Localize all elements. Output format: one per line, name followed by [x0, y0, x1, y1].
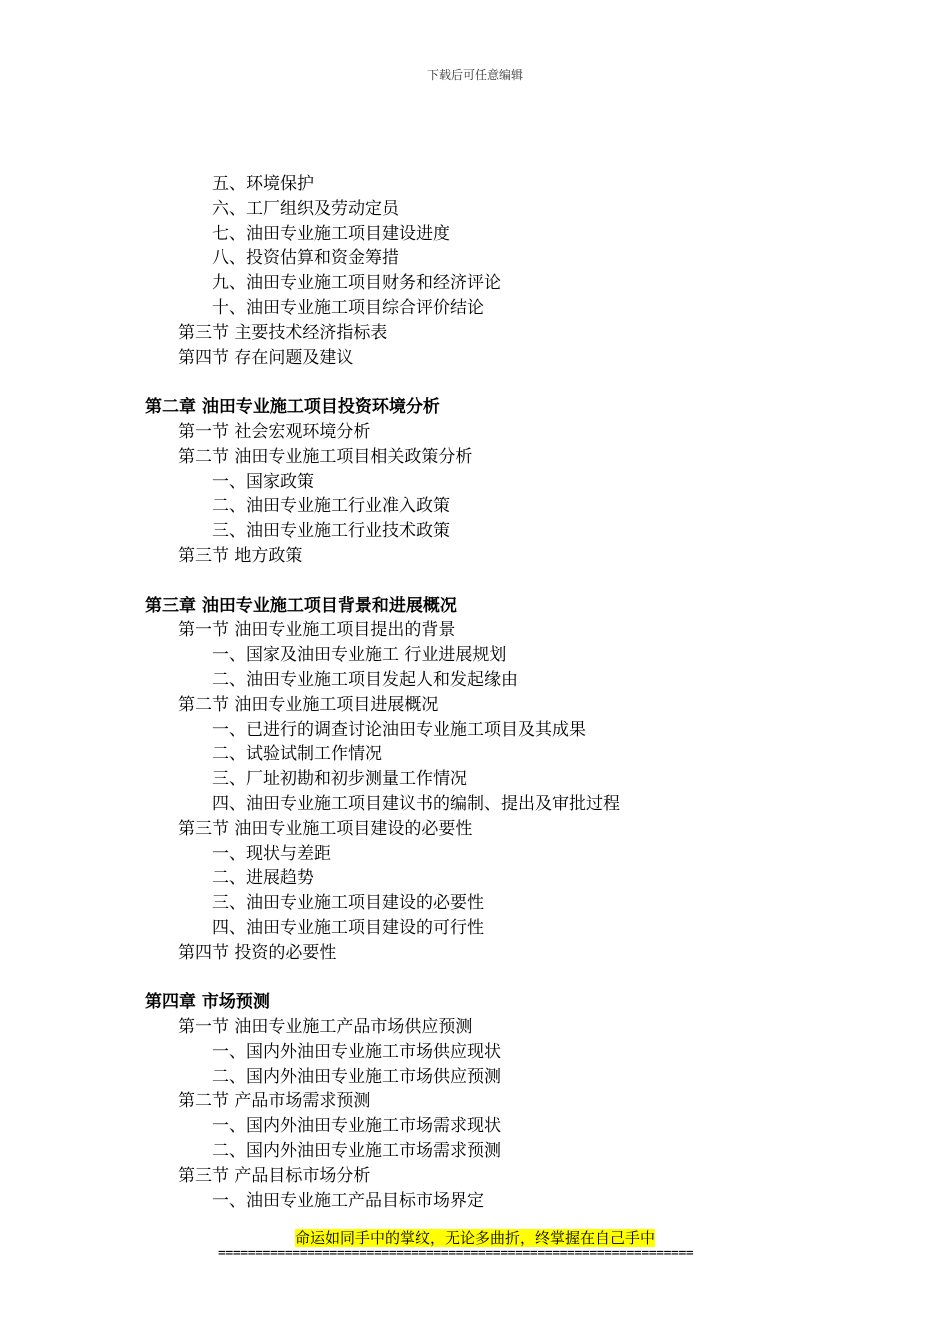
toc-item: 九、油田专业施工项目财务和经济评论 — [212, 273, 501, 294]
toc-item: 一、油田专业施工产品目标市场界定 — [212, 1190, 484, 1211]
toc-section: 第二节 油田专业施工项目相关政策分析 — [178, 446, 473, 467]
toc-spacer — [0, 966, 950, 991]
toc-item: 二、国内外油田专业施工市场需求预测 — [212, 1141, 501, 1162]
page-header: 下载后可任意编辑 — [426, 68, 523, 82]
toc-section: 第一节 社会宏观环境分析 — [178, 421, 371, 442]
toc-item: 二、油田专业施工行业准入政策 — [212, 496, 450, 517]
toc-section: 第三节 油田专业施工项目建设的必要性 — [178, 818, 473, 839]
footer-rule: ================================================================ — [218, 1246, 694, 1261]
toc-item: 八、投资估算和资金筹措 — [212, 248, 399, 269]
toc-section: 第三节 地方政策 — [178, 545, 303, 566]
toc-section: 第四节 存在问题及建议 — [178, 347, 354, 368]
toc-item: 六、工厂组织及劳动定员 — [212, 198, 399, 219]
table-of-contents — [0, 172, 950, 1213]
toc-item: 一、已进行的调查讨论油田专业施工项目及其成果 — [212, 719, 586, 740]
toc-section: 第二节 油田专业施工项目进展概况 — [178, 694, 439, 715]
toc-item: 一、现状与差距 — [212, 843, 331, 864]
footer-motto-text: 命运如同手中的掌纹，无论多曲折，终掌握在自己手中 — [294, 1229, 655, 1247]
toc-item: 三、厂址初勘和初步测量工作情况 — [212, 769, 467, 790]
toc-item: 三、油田专业施工项目建设的必要性 — [212, 893, 484, 914]
toc-section: 第一节 油田专业施工项目提出的背景 — [178, 620, 456, 641]
footer-motto — [0, 1227, 950, 1248]
toc-section: 第二节 产品市场需求预测 — [178, 1091, 371, 1112]
toc-item: 五、环境保护 — [212, 174, 314, 194]
toc-chapter: 第三章 油田专业施工项目背景和进展概况 — [145, 595, 457, 616]
toc-item: 二、试验试制工作情况 — [212, 744, 382, 765]
toc-section: 第一节 油田专业施工产品市场供应预测 — [178, 1017, 473, 1038]
toc-spacer — [0, 569, 950, 594]
toc-chapter: 第二章 油田专业施工项目投资环境分析 — [145, 397, 440, 418]
toc-section: 第四节 投资的必要性 — [178, 942, 337, 963]
toc-item: 七、油田专业施工项目建设进度 — [212, 223, 450, 244]
toc-section: 第三节 主要技术经济指标表 — [178, 322, 388, 343]
toc-item: 四、油田专业施工项目建设的可行性 — [212, 917, 484, 938]
toc-item: 一、国内外油田专业施工市场需求现状 — [212, 1116, 501, 1137]
toc-chapter: 第四章 市场预测 — [145, 992, 270, 1013]
toc-section: 第三节 产品目标市场分析 — [178, 1165, 371, 1186]
toc-item: 十、油田专业施工项目综合评价结论 — [212, 297, 484, 318]
toc-item: 二、国内外油田专业施工市场供应预测 — [212, 1066, 501, 1087]
toc-spacer — [0, 370, 950, 395]
toc-item: 一、国家政策 — [212, 471, 314, 492]
toc-item: 二、油田专业施工项目发起人和发起缘由 — [212, 669, 518, 690]
toc-item: 二、进展趋势 — [212, 868, 314, 889]
toc-item: 一、国内外油田专业施工市场供应现状 — [212, 1041, 501, 1062]
toc-item: 三、油田专业施工行业技术政策 — [212, 521, 450, 542]
toc-item: 四、油田专业施工项目建议书的编制、提出及审批过程 — [212, 793, 620, 814]
toc-item: 一、国家及油田专业施工 行业进展规划 — [212, 645, 507, 666]
